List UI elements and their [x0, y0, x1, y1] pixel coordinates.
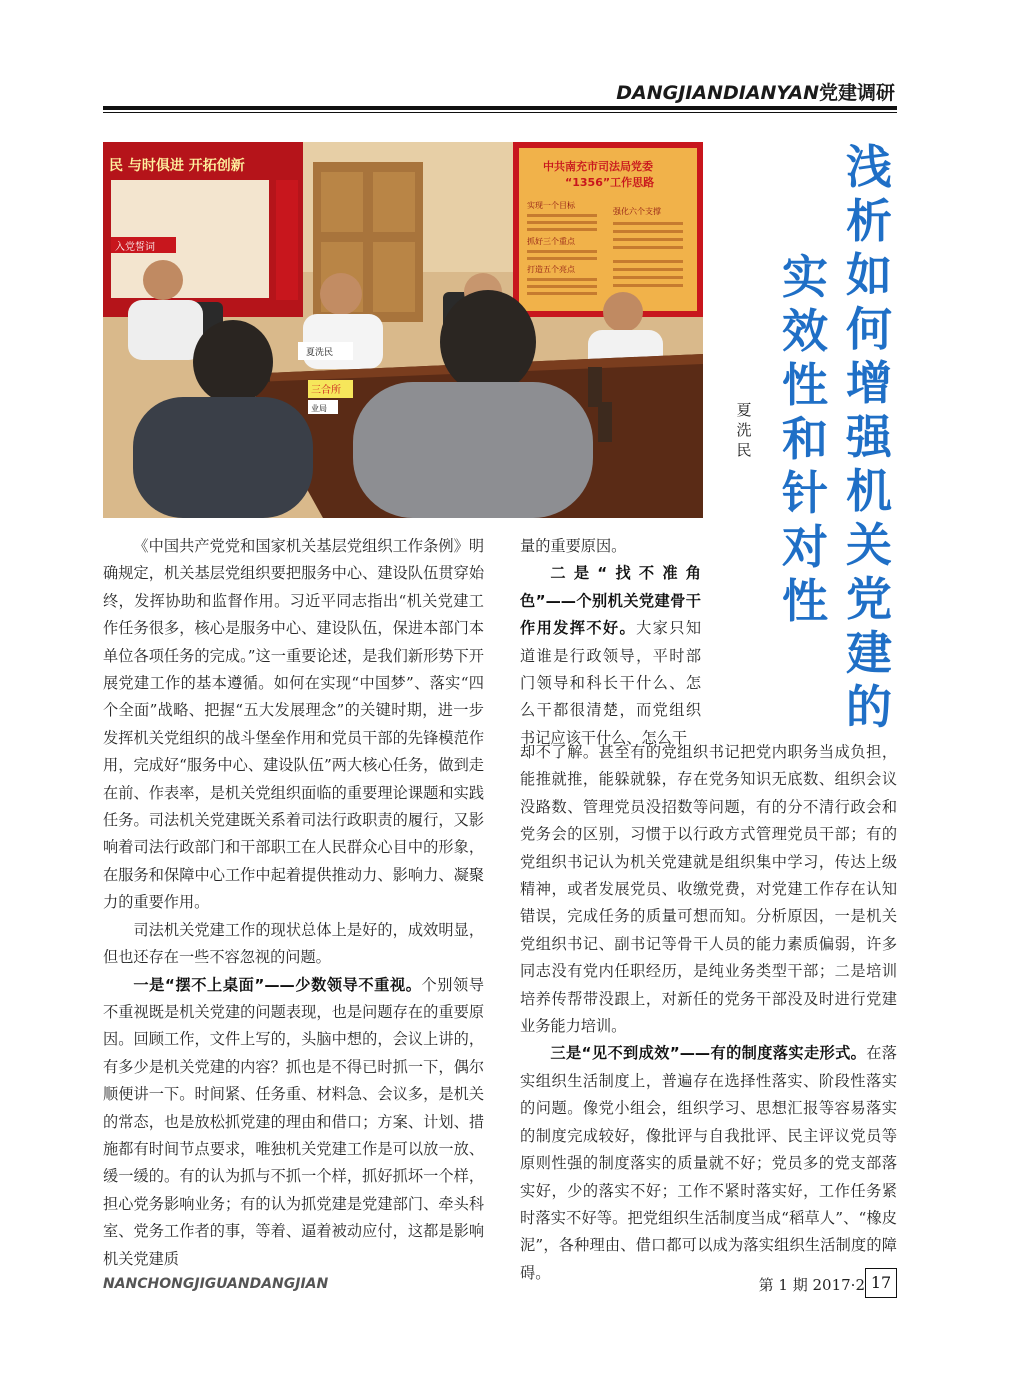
section-lead: 三是“见不到成效”——有的制度落实走形式。: [550, 1044, 867, 1063]
person: [143, 260, 183, 300]
footer-issue: 第 1 期 2017·2: [758, 1276, 865, 1294]
person: [320, 273, 362, 315]
body-column-right: [520, 739, 897, 1287]
paragraph: 三是“见不到成效”——有的制度落实走形式。在落实组织生活制度上，普遍存在选择性落实、阶段性落实的问题。像党小组会，组织学习、思想汇报等容易落实的制度完成较好，像批评与自我批评、民主评议党员等原则性强的制度落实的质量就不好；党员多的党支部落实好，少的落实不好；工作不紧时落实好，工作任务紧时落实不好等。把党组织生活制度当成“稻草人”、“橡皮泥”，各种理由、借口都可以成为落实组织生活制度的障碍。: [520, 1044, 897, 1282]
header-roman: DANGJIANDIANYAN: [616, 82, 819, 104]
board-subtitle: “1356”工作思路: [565, 176, 655, 189]
board-item: 强化六个支撑: [613, 207, 661, 216]
section-lead: 二是“找不准角色”——个别机关党建骨干作用发挥不好。: [520, 564, 701, 638]
paragraph: 《中国共产党党和国家机关基层党组织工作条例》明确规定，机关基层党组织要把服务中心、建设队伍贯穿始终，发挥协助和监督作用。习近平同志指出“机关党建工作任务很多，核心是服务中心、建设队伍，保进本部门本单位各项任务的完成。”这一重要论述，是我们新形势下开展党建工作的基本遵循。如何在实现“中国梦”、落实“四个全面”战略、把握“五大发展理念”的关键时期，进一步发挥机关党组织的战斗堡垒作用和党员干部的先锋模范作用，完成好“服务中心、建设队伍”两大核心任务，做到走在前、作表率，是机关党组织面临的重要理论课题和实践任务。司法机关党建既关系着司法行政职责的履行，又影响着司法行政部门和干部职工在人民群众心目中的形象，在服务和保障中心工作中起着提供推动力、影响力、凝聚力的重要作用。: [103, 537, 484, 912]
board-item: 抓好三个重点: [527, 237, 575, 246]
article-title-line2: 实效性和针对性: [782, 250, 828, 628]
article-title-line1: 浅析如何增强机关党建的: [846, 140, 892, 734]
board-item: 打造五个亮点: [527, 265, 575, 274]
nameplate-text: 三合所: [311, 385, 341, 396]
paragraph: 量的重要原因。: [520, 537, 627, 555]
person: [603, 292, 643, 332]
body-column-middle: [520, 533, 701, 752]
oath-sign: 入党誓词: [115, 242, 155, 253]
section-lead: 一是“摆不上桌面”——少数领导不重视。: [133, 975, 422, 994]
paragraph: 一是“摆不上桌面”——少数领导不重视。个别领导不重视既是机关党建的问题表现，也是问题存在的重要原因。回顾工作，文件上写的，头脑中想的，会议上讲的，有多少是机关党建的内容？抓也是不得已时抓一下，偶尔顺便讲一下。时间紧、任务重、材料急、会议多，是机关的常态，也是放松抓党建的理由和借口；方案、计划、措施都有时间节点要求，唯独机关党建工作是可以放一放、缓一缓的。有的认为抓与不抓一个样，抓好抓坏一个样，担心党务影响业务；有的认为抓党建是党建部门、牵头科室、党务工作者的事，等着、逼着被动应付，这都是影响机关党建质: [103, 975, 485, 1268]
person-back: [193, 320, 273, 404]
nameplate-text: 夏洗民: [306, 348, 334, 358]
body-column-left: [103, 533, 484, 1273]
page-number: 17: [865, 1268, 897, 1298]
header-section: 党建调研: [818, 82, 895, 104]
board-item: 实现一个目标: [527, 201, 575, 210]
paragraph: 二是“找不准角色”——个别机关党建骨干作用发挥不好。大家只知道谁是行政领导，平时部门领导和科长干什么、怎么干都很清楚，而党组织书记应该干什么、怎么干: [520, 564, 702, 747]
paragraph: 却不了解。甚至有的党组织书记把党内职务当成负担，能推就推，能躲就躲，存在党务知识无底数、组织会议没路数、管理党员没招数等问题，有的分不清行政会和党务会的区别，习惯于以行政方式管理党员干部；有的党组织书记认为机关党建就是组织集中学习，传达上级精神，或者发展党员、收缴党费，对党建工作存在认知错误，完成任务的质量可想而知。分析原因，一是机关党组织书记、副书记等骨干人员的能力素质偏弱，许多同志没有党内任职经历，是纯业务类型干部；二是培训培养传帮带没跟上，对新任的党务干部没及时进行党建业务能力培训。: [520, 743, 897, 1036]
banner-left-text: 民 与时俱进 开拓创新: [109, 158, 245, 174]
board-title: 中共南充市司法局党委: [543, 160, 653, 173]
nameplate-text: 业局: [311, 404, 327, 413]
header-rule: [103, 106, 897, 110]
running-header: [616, 78, 895, 105]
person-back: [440, 290, 536, 394]
header-rule-thin: [103, 112, 897, 113]
footer-journal-name: NANCHONGJIGUANDANGJIAN: [103, 1276, 329, 1292]
author: 夏洗民: [736, 401, 752, 459]
paragraph: 司法机关党建工作的现状总体上是好的，成效明显，但也还存在一些不容忽视的问题。: [103, 920, 484, 967]
meeting-photo: [103, 142, 703, 518]
